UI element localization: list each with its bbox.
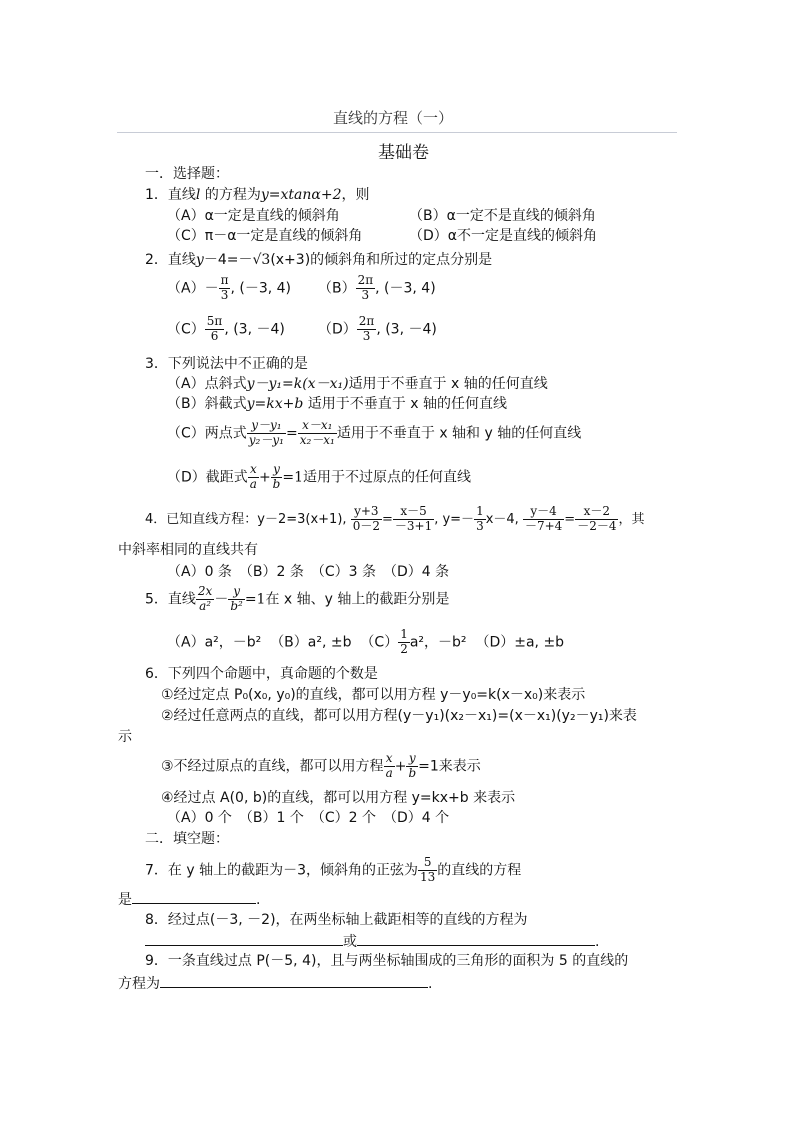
q7-stem: 7．在 y 轴上的截距为－3，倾斜角的正弦为 $\frac{5}{13}$ 的直线的方程 (145, 855, 522, 884)
q7-blank[interactable] (132, 891, 256, 904)
q9-blank[interactable] (160, 975, 428, 988)
q2-stem: 2．直线y－4=－√3(x+3)的倾斜角和所过的定点分别是 (145, 252, 493, 268)
q4-options: （A）0 条 （B）2 条 （C）3 条 （D）4 条 (167, 564, 450, 580)
q9-answer-line: 方程为 . (118, 976, 433, 992)
q2-option-a: （A）－ $\frac{\pi}{3}$ , (－3, 4) (167, 273, 292, 302)
section-subtitle: 基础卷 (378, 143, 429, 163)
q1-option-c: （C）π－α一定是直线的倾斜角 (167, 228, 363, 244)
q6-prop-3: ③不经过原点的直线，都可以用方程 $\frac{x}{a}$ + $\frac{y}{b}$ =1来表示 (161, 751, 481, 780)
q4-stem-cont: 中斜率相同的直线共有 (118, 542, 258, 558)
q5-options: （A）a²，－b² （B）a², ±b （C） $\frac{1}{2}$ a²，－b² （D）±a, ±b (167, 627, 565, 656)
q3-option-c: （C）两点式 $\frac{\text{y－y₁}}{\text{y₂－y₁}}$ = $\frac{\text{x－x₁}}{\text{x₂－x₁}}$ 适用于不垂直于 x 轴和 y 轴的任何直线 (167, 418, 582, 447)
q6-prop-1: ①经过定点 P₀(x₀, y₀)的直线，都可以用方程 y－y₀=k(x－x₀)来表示 (161, 687, 586, 703)
q4-stem: 4．已知直线方程：y－2=3(x+1), $\frac{y+3}{0-2}$ = $\frac{x-5}{-3+1}$ , y=－ $\frac{1}{3}$ x－4, $\frac{y-4}{-7+4}$ = $\frac{x-2}{-2-4}$ ，其 (145, 504, 645, 533)
q7-answer-line: 是 . (118, 892, 261, 908)
q2-option-d: （D） $\frac{2\pi}{3}$ , (3, －4) (318, 314, 437, 343)
q8-blank-1[interactable] (145, 933, 343, 946)
q2-option-c: （C） $\frac{5\pi}{6}$ , (3, －4) (167, 314, 285, 343)
q9-stem: 9．一条直线过点 P(－5, 4)，且与两坐标轴围成的三角形的面积为 5 的直线的 (145, 953, 629, 969)
q1-option-a: （A）α一定是直线的倾斜角 (167, 208, 340, 224)
q8-answer-line: 或 . (145, 933, 599, 949)
q8-blank-2[interactable] (357, 933, 595, 946)
q1-option-b: （B）α一定不是直线的倾斜角 (409, 208, 596, 224)
q6-options: （A）0 个 （B）1 个 （C）2 个 （D）4 个 (167, 810, 450, 826)
q6-prop-4: ④经过点 A(0, b)的直线，都可以用方程 y=kx+b 来表示 (161, 790, 516, 806)
section-choice-heading: 一．选择题： (145, 166, 229, 182)
q3-stem: 3．下列说法中不正确的是 (145, 356, 308, 372)
q6-prop-2-wrap: 示 (118, 729, 132, 745)
q8-stem: 8．经过点(－3, －2)，在两坐标轴上截距相等的直线的方程为 (145, 912, 528, 928)
q5-stem: 5．直线 $\frac{2x}{\text{a²}}$ － $\frac{y}{\text{b²}}$ =1在 x 轴、y 轴上的截距分别是 (145, 584, 450, 613)
page-title: 直线的方程（一） (333, 109, 454, 127)
q3-option-d: （D）截距式 $\frac{x}{a}$ + $\frac{y}{b}$ =1适用于不过原点的任何直线 (167, 462, 471, 491)
q1-stem: 1．直线l 的方程为y=xtanα+2，则 (145, 187, 370, 203)
section-fill-heading: 二．填空题： (145, 831, 229, 847)
q6-stem: 6．下列四个命题中，真命题的个数是 (145, 666, 378, 682)
title-rule (117, 132, 677, 133)
q1-option-d: （D）α不一定是直线的倾斜角 (409, 228, 598, 244)
q3-option-b: （B）斜截式y=kx+b 适用于不垂直于 x 轴的任何直线 (167, 396, 507, 412)
q2-option-b: （B） $\frac{2\pi}{3}$ , (－3, 4) (318, 273, 436, 302)
q3-option-a: （A）点斜式y－y₁=k(x－x₁)适用于不垂直于 x 轴的任何直线 (167, 376, 548, 392)
q6-prop-2: ②经过任意两点的直线，都可以用方程(y－y₁)(x₂－x₁)=(x－x₁)(y₂－y₁)来表 (161, 708, 637, 724)
